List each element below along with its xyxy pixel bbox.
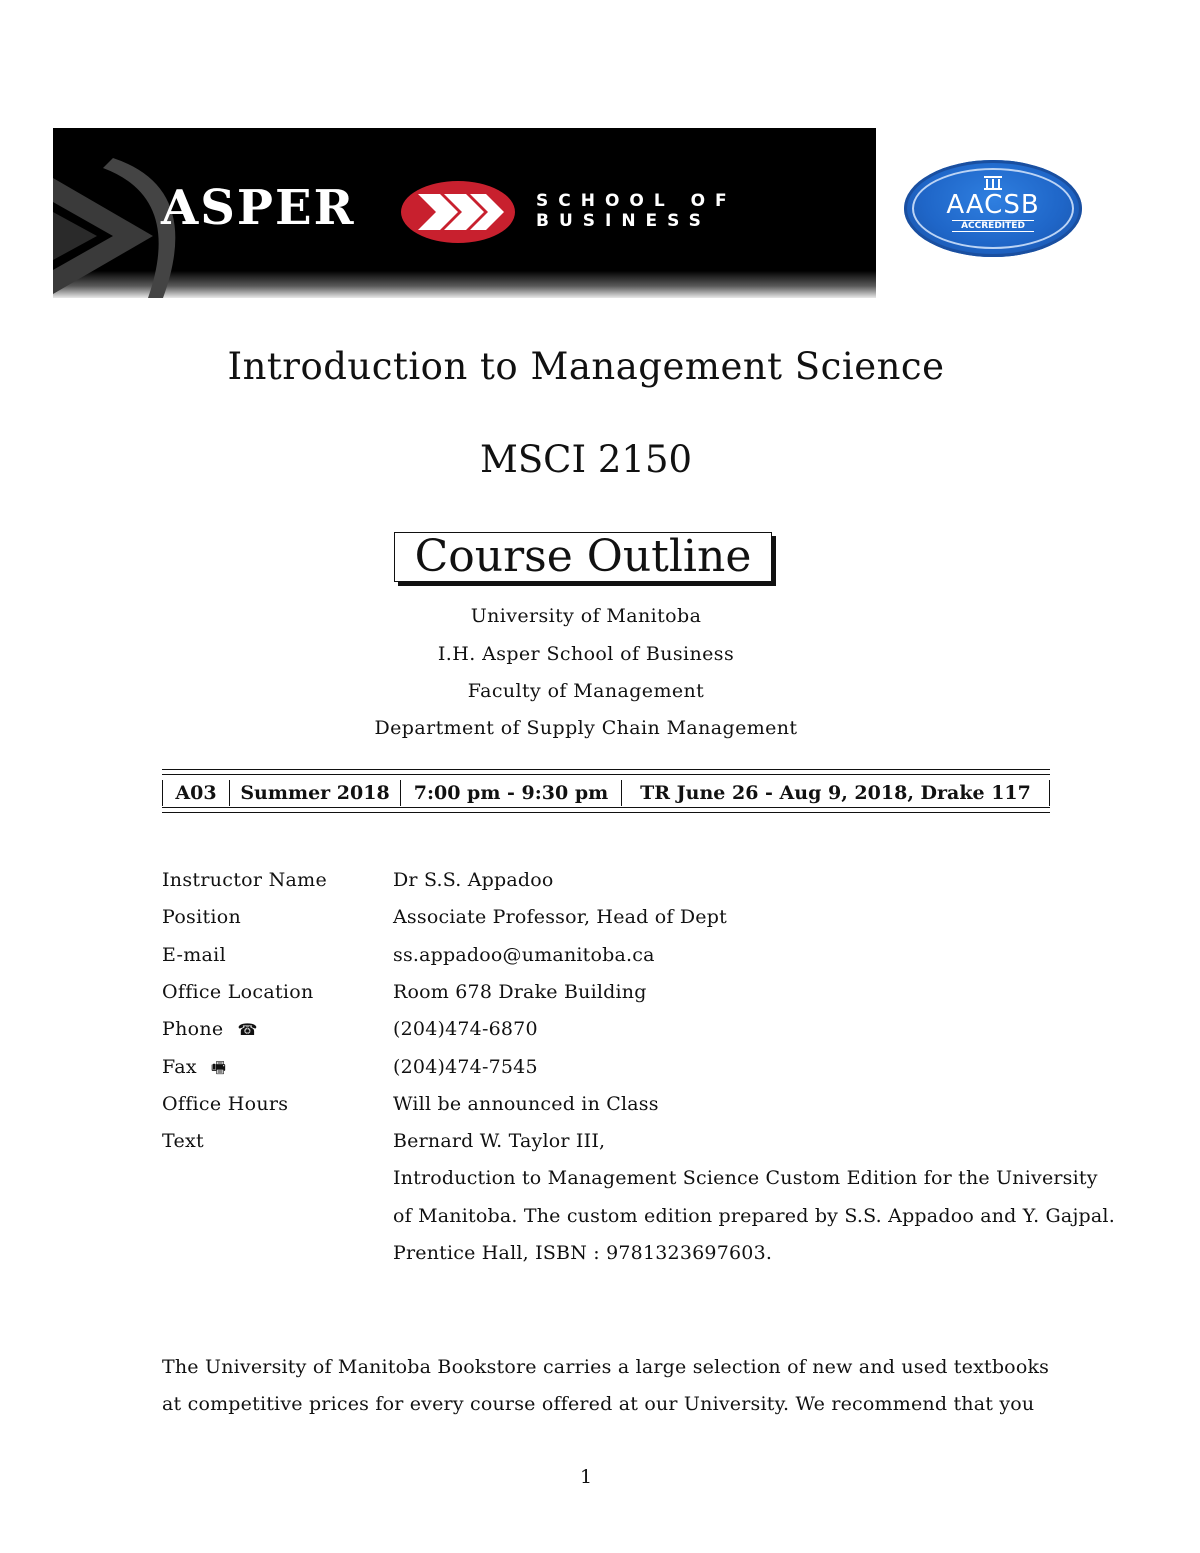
bookstore-paragraph-line-2: at competitive prices for every course offered at our University. We recommend that you <box>162 1393 1035 1415</box>
section-number: A03 <box>162 780 229 806</box>
text-line-3: of Manitoba. The custom edition prepared by S.S. Appadoo and Y. Gajpal. <box>393 1205 1115 1227</box>
text-line-1: Bernard W. Taylor III, <box>393 1130 606 1152</box>
text-label: Text <box>162 1130 204 1152</box>
office-location-label: Office Location <box>162 981 314 1003</box>
position-value: Associate Professor, Head of Dept <box>393 906 727 928</box>
phone-label: Phone <box>162 1018 224 1040</box>
text-line-2: Introduction to Management Science Custom Edition for the University <box>393 1167 1098 1189</box>
fax-value: (204)474-7545 <box>393 1056 538 1078</box>
institution-university: University of Manitoba <box>470 605 702 627</box>
asper-banner <box>53 128 876 298</box>
institution-faculty: Faculty of Management <box>467 680 705 702</box>
office-hours-label: Office Hours <box>162 1093 289 1115</box>
fax-label-row <box>162 1056 226 1084</box>
position-label: Position <box>162 906 242 928</box>
accredited-label: ACCREDITED <box>952 220 1034 232</box>
section-time: 7:00 pm - 9:30 pm <box>400 780 621 806</box>
office-location-value: Room 678 Drake Building <box>393 981 647 1003</box>
institution-department: Department of Supply Chain Management <box>374 717 798 739</box>
section-row <box>162 780 1050 806</box>
section-rule-bottom-2 <box>162 812 1050 813</box>
page-number: 1 <box>579 1466 593 1488</box>
business-text: BUSINESS <box>536 211 711 231</box>
aacsb-name: AACSB <box>946 190 1040 220</box>
asper-logo-text: ASPER <box>161 180 356 236</box>
phone-value: (204)474-6870 <box>393 1018 538 1040</box>
fax-label: Fax <box>162 1056 197 1078</box>
course-code: MSCI 2150 <box>479 438 693 481</box>
course-title: Introduction to Management Science <box>227 345 945 388</box>
course-outline-heading: Course Outline <box>394 532 772 582</box>
bookstore-paragraph-line-1: The University of Manitoba Bookstore carries a large selection of new and used textbooks <box>162 1356 1050 1378</box>
school-of-text: SCHOOL OF <box>536 191 737 211</box>
phone-icon: ☎ <box>237 1020 258 1039</box>
asper-chevron-logo-icon <box>400 180 518 244</box>
column-icon <box>984 176 1002 190</box>
section-rule-top-2 <box>162 774 1050 775</box>
email-value[interactable]: ss.appadoo@umanitoba.ca <box>393 944 655 966</box>
fax-icon: 🖷 <box>210 1058 227 1077</box>
instructor-label: Instructor Name <box>162 869 327 891</box>
text-line-4: Prentice Hall, ISBN : 9781323697603. <box>393 1242 773 1264</box>
section-schedule: TR June 26 - Aug 9, 2018, Drake 117 <box>621 780 1050 806</box>
section-term: Summer 2018 <box>229 780 400 806</box>
email-label: E-mail <box>162 944 226 966</box>
aacsb-seal <box>904 160 1082 257</box>
instructor-value: Dr S.S. Appadoo <box>393 869 554 891</box>
office-hours-value: Will be announced in Class <box>393 1093 659 1115</box>
institution-school: I.H. Asper School of Business <box>437 643 735 665</box>
phone-label-row <box>162 1018 258 1040</box>
section-rule-top-1 <box>162 769 1050 770</box>
section-rule-bottom-1 <box>162 807 1050 808</box>
